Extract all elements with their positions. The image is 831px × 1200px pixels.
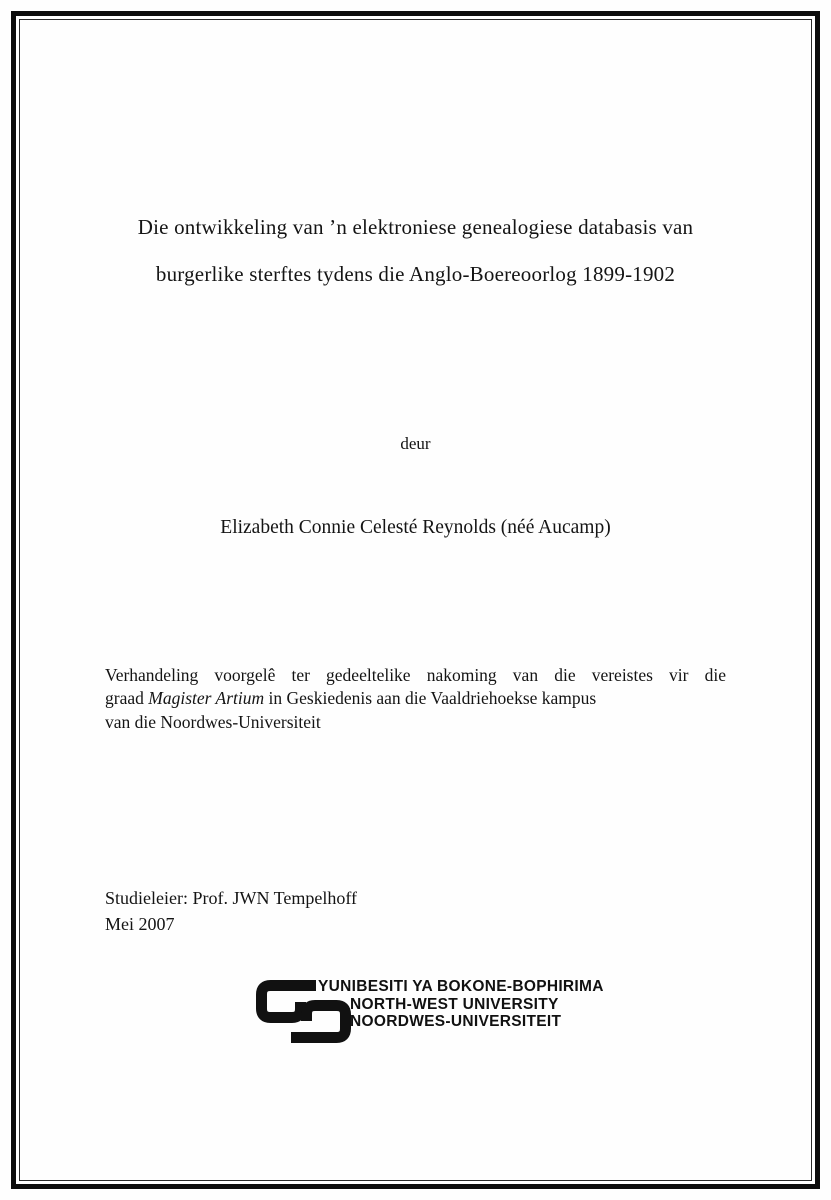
supervisor-line: Studieleier: Prof. JWN Tempelhoff: [105, 888, 358, 908]
thesis-title: [0, 204, 831, 298]
thesis-title-line2: burgerlike sterftes tydens die Anglo-Boereoorlog 1899-1902: [155, 262, 676, 286]
supervisor-date-block: [105, 886, 357, 937]
degree-statement-line1: Verhandeling voorgelê ter gedeeltelike nakoming van die vereistes vir die: [105, 665, 726, 685]
date-line: Mei 2007: [105, 913, 175, 934]
byline-label: deur: [400, 434, 431, 453]
university-name-setswana: YUNIBESITI YA BOKONE-BOPHIRIMA: [318, 978, 604, 995]
degree-statement-line2-pre: graad: [105, 688, 149, 709]
degree-statement-line3: van die Noordwes-Universiteit: [105, 711, 321, 732]
degree-name: Magister Artium: [148, 688, 265, 709]
university-name-afrikaans: NOORDWES-UNIVERSITEIT: [350, 1013, 562, 1031]
degree-statement-line2: [105, 687, 726, 710]
university-name-english: NORTH-WEST UNIVERSITY: [350, 995, 559, 1013]
author-name: Elizabeth Connie Celesté Reynolds (néé Aucamp): [220, 517, 611, 538]
degree-statement-line2-post: in Geskiedenis aan die Vaaldriehoekse kampus: [264, 688, 597, 709]
university-wordmark: [318, 978, 604, 1031]
university-logo: [256, 975, 604, 1044]
degree-statement: [105, 664, 726, 734]
thesis-title-line1: Die ontwikkeling van ’n elektroniese genealogiese databasis van: [137, 215, 694, 239]
